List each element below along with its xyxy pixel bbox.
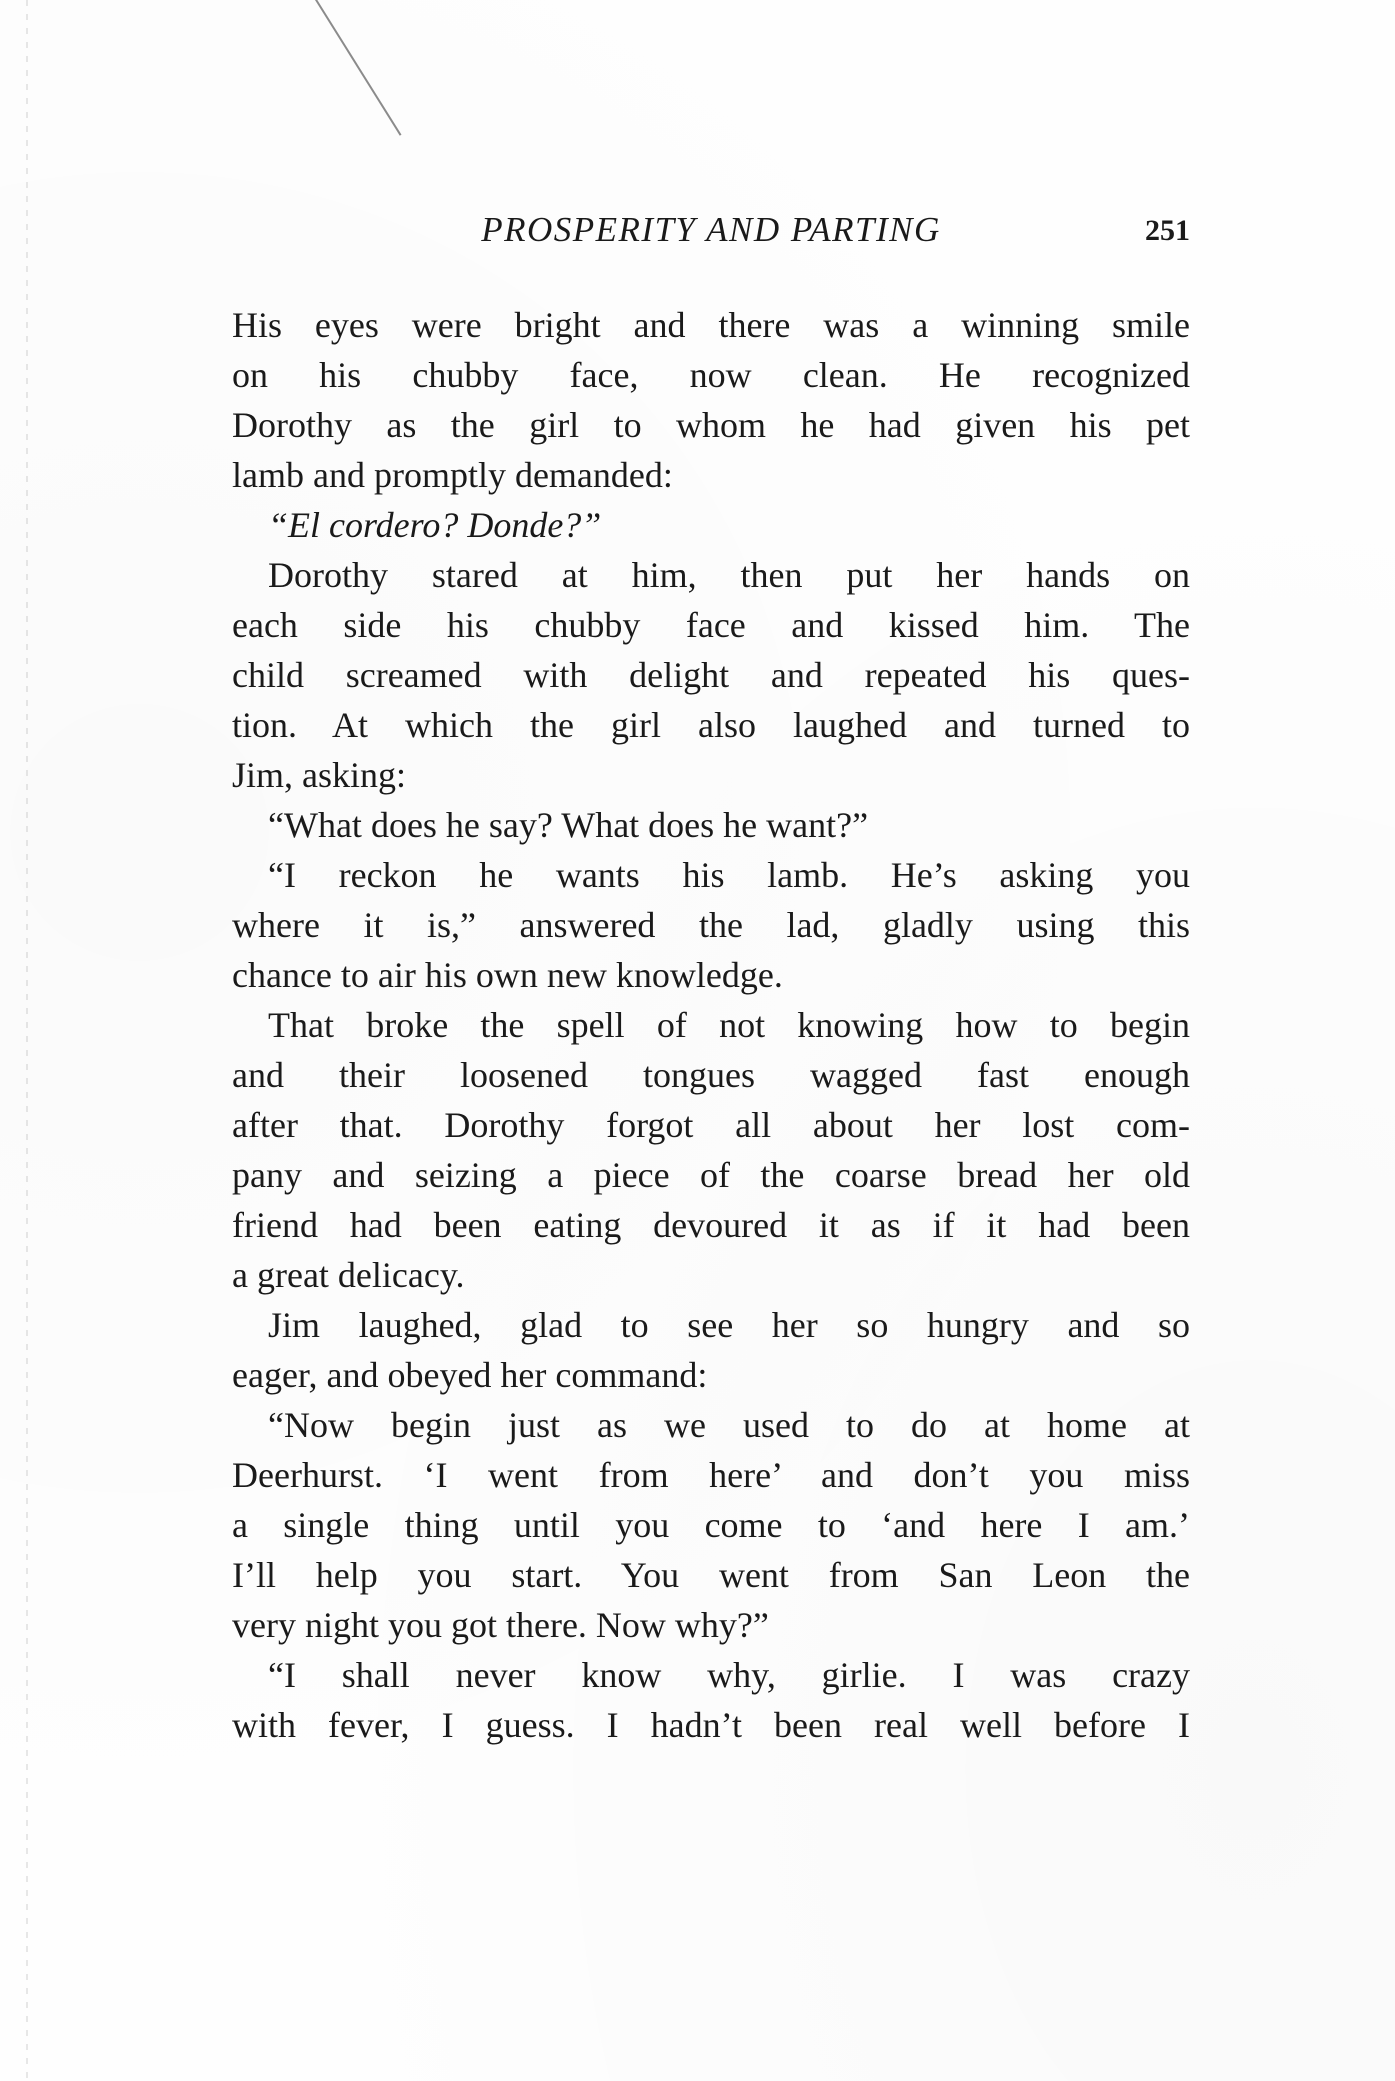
running-title: PROSPERITY AND PARTING [481, 210, 941, 249]
text-line: I’ll help you start. You went from San Leon the [232, 1555, 1190, 1595]
text-line: on his chubby face, now clean. He recognized [232, 355, 1190, 395]
text-line: with fever, I guess. I hadn’t been real well before I [232, 1705, 1190, 1745]
text-line: where it is,” answered the lad, gladly using this [232, 905, 1190, 945]
text-line: very night you got there. Now why?” [232, 1605, 769, 1645]
text-line: Jim, asking: [232, 755, 407, 795]
text-line: Dorothy as the girl to whom he had given his pet [232, 405, 1190, 445]
text-line: each side his chubby face and kissed him. The [232, 605, 1190, 645]
text-line: Dorothy stared at him, then put her hands on [268, 555, 1190, 595]
text-line: friend had been eating devoured it as if it had been [232, 1205, 1190, 1245]
text-line: Jim laughed, glad to see her so hungry and so [268, 1305, 1190, 1345]
body-text [232, 300, 1190, 1750]
text-line: a great delicacy. [232, 1255, 465, 1295]
text-line: tion. At which the girl also laughed and turned to [232, 705, 1190, 745]
text-line: lamb and promptly demanded: [232, 455, 673, 495]
text-line: pany and seizing a piece of the coarse bread her old [232, 1155, 1190, 1195]
text-line: chance to air his own new knowledge. [232, 955, 783, 995]
text-line: Deerhurst. ‘I went from here’ and don’t you miss [232, 1455, 1190, 1495]
text-line: and their loosened tongues wagged fast enough [232, 1055, 1190, 1095]
page-number: 251 [1145, 214, 1190, 247]
text-line: after that. Dorothy forgot all about her lost com- [232, 1105, 1190, 1145]
scan-scratch-mark [315, 0, 401, 136]
text-line: “El cordero? Donde?” [268, 505, 602, 545]
text-line: “I reckon he wants his lamb. He’s asking you [268, 855, 1190, 895]
text-line: That broke the spell of not knowing how to begin [268, 1005, 1190, 1045]
page-edge-shadow [26, 0, 28, 2081]
text-line: a single thing until you come to ‘and here I am.’ [232, 1505, 1190, 1545]
text-line: “Now begin just as we used to do at home at [268, 1405, 1190, 1445]
running-head [232, 210, 1190, 260]
text-line: “What does he say? What does he want?” [268, 805, 869, 845]
text-line: eager, and obeyed her command: [232, 1355, 708, 1395]
text-line: His eyes were bright and there was a winning smile [232, 305, 1190, 345]
text-line: child screamed with delight and repeated his ques- [232, 655, 1190, 695]
text-line: “I shall never know why, girlie. I was crazy [268, 1655, 1190, 1695]
